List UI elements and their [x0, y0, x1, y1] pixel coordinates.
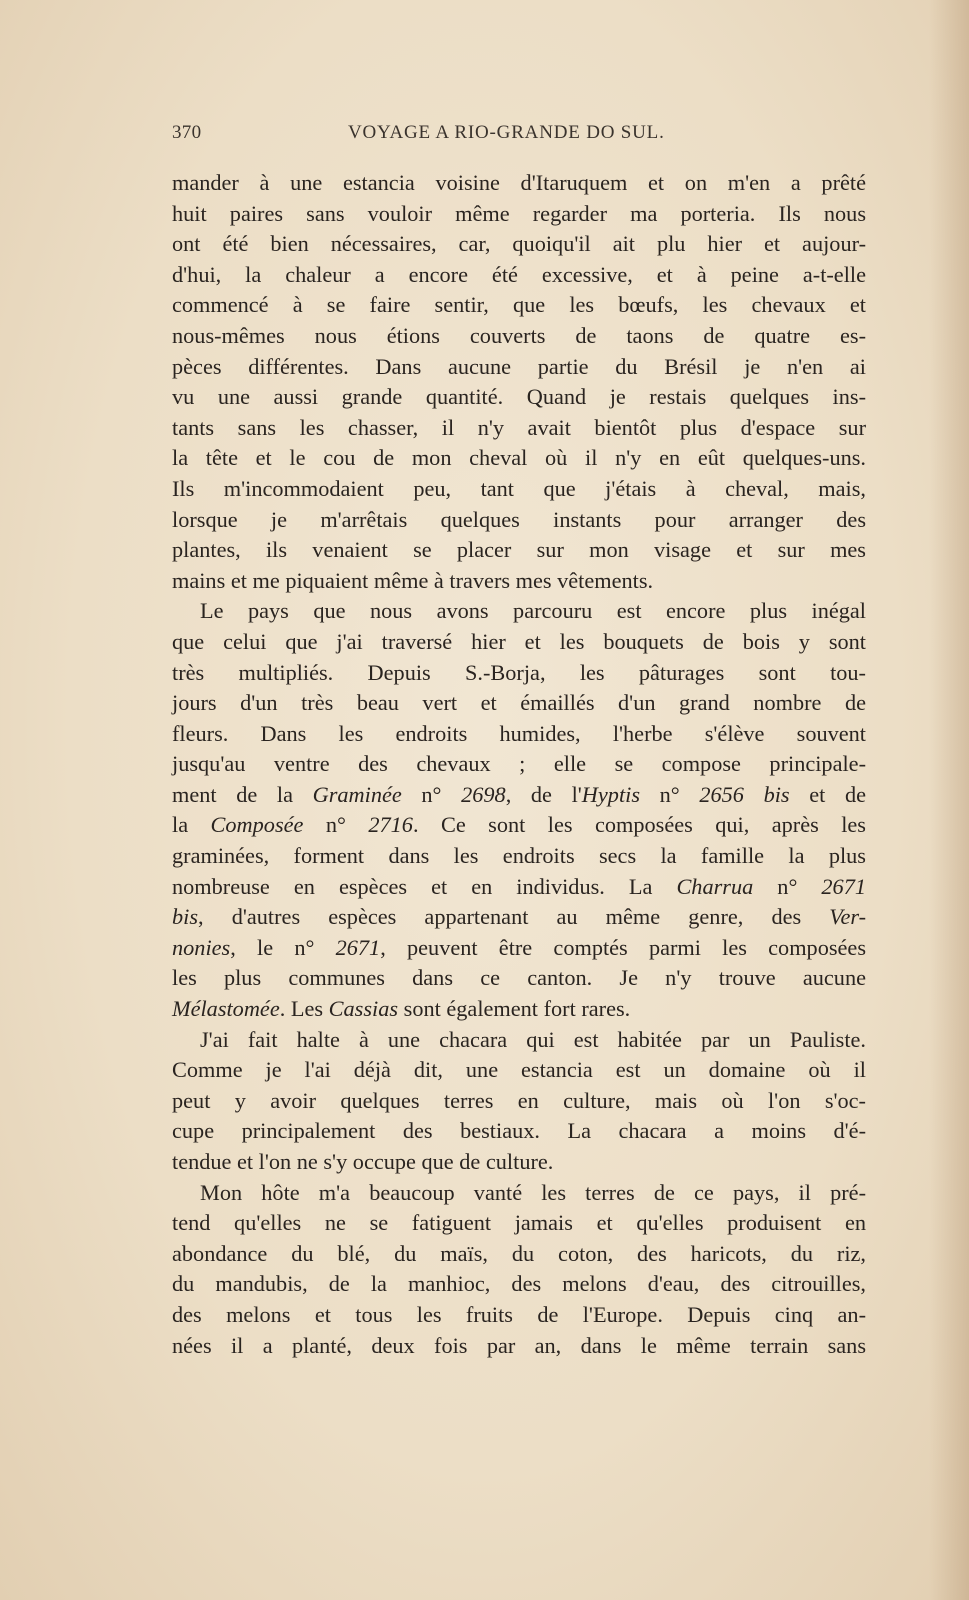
italic-term: nonies — [172, 934, 231, 960]
text-run: la — [172, 812, 211, 838]
text-line — [172, 1239, 866, 1270]
text-run: tend qu'elles ne se fatiguent jamais et qu'elles produisent en — [172, 1210, 866, 1236]
italic-term: Hyptis — [581, 781, 641, 807]
text-run: mains et me piquaient même à travers mes vêtements. — [172, 567, 654, 593]
text-line — [172, 688, 866, 719]
running-header — [172, 122, 866, 148]
text-run: nées il a planté, deux fois par an, dans le même terrain sans — [172, 1332, 866, 1358]
italic-term: Composée — [210, 812, 304, 838]
text-line — [172, 1208, 866, 1239]
text-run: , de l' — [505, 781, 582, 807]
text-line — [172, 994, 866, 1025]
text-line — [172, 1300, 866, 1331]
text-run: nombreuse en espèces et en individus. La — [172, 873, 677, 899]
text-run: et de — [789, 781, 866, 807]
text-run: vu une aussi grande quantité. Quand je restais quelques ins- — [172, 384, 866, 410]
text-run: jusqu'au ventre des chevaux ; elle se compose principale- — [172, 751, 866, 777]
italic-term: 2716 — [368, 812, 413, 838]
text-run: tendue et l'on ne s'y occupe que de culture. — [172, 1149, 554, 1174]
text-run: plantes, ils venaient se placer sur mon visage et sur mes — [172, 537, 866, 563]
italic-term: 2698 — [461, 781, 506, 807]
italic-term: 2671 — [335, 934, 381, 960]
text-line — [172, 321, 866, 352]
text-run: Ils m'incommodaient peu, tant que j'étais à cheval, mais, — [172, 475, 866, 501]
text-run: , peuvent être comptés parmi les composées — [380, 934, 866, 960]
page-edge-shadow — [929, 0, 969, 1600]
text-line — [172, 933, 866, 964]
text-line — [172, 413, 866, 444]
text-line — [172, 596, 866, 627]
text-line — [172, 1025, 866, 1056]
text-run: la tête et le cou de mon cheval où il n'y en eût quelques-uns. — [172, 445, 866, 471]
text-line — [172, 780, 866, 811]
text-run: Comme je l'ai déjà dit, une estancia est un domaine où il — [172, 1057, 866, 1083]
italic-term: bis — [172, 904, 199, 930]
paragraph — [172, 1025, 866, 1178]
text-line — [172, 627, 866, 658]
text-run: des melons et tous les fruits de l'Europe. Depuis cinq an- — [172, 1301, 866, 1327]
text-line — [172, 260, 866, 291]
text-line — [172, 229, 866, 260]
text-run: pèces différentes. Dans aucune partie du Brésil je n'en ai — [172, 353, 866, 379]
paragraph — [172, 596, 866, 1024]
text-line — [172, 810, 866, 841]
text-line — [172, 199, 866, 230]
italic-term: Mélastomée — [172, 996, 280, 1022]
italic-term: 2656 bis — [699, 781, 790, 807]
italic-term: Cassias — [328, 996, 399, 1022]
text-run: sont également fort rares. — [398, 996, 631, 1022]
text-run: mander à une estancia voisine d'Itaruquem et on m'en a prêté — [172, 170, 866, 195]
text-run: du mandubis, de la manhioc, des melons d'eau, des citrouilles, — [172, 1271, 866, 1297]
body-text — [172, 168, 866, 1361]
text-line — [172, 841, 866, 872]
text-run: d'hui, la chaleur a encore été excessive, et à peine a-t-elle — [172, 261, 866, 287]
text-line — [172, 658, 866, 689]
italic-term: Graminée — [312, 781, 402, 807]
text-run: Mon hôte m'a beaucoup vanté les terres de ce pays, il pré- — [200, 1179, 866, 1205]
text-line — [172, 535, 866, 566]
text-line — [172, 474, 866, 505]
paragraph — [172, 168, 866, 596]
text-run: les plus communes dans ce canton. Je n'y trouve aucune — [172, 965, 866, 991]
text-line — [172, 352, 866, 383]
text-run: abondance du blé, du maïs, du coton, des haricots, du riz, — [172, 1240, 866, 1266]
text-run: , d'autres espèces appartenant au même genre, des — [198, 904, 830, 930]
text-run: n° — [753, 873, 822, 899]
text-line — [172, 382, 866, 413]
text-run: jours d'un très beau vert et émaillés d'un grand nombre de — [172, 690, 866, 716]
text-run: ont été bien nécessaires, car, quoiqu'il ait plu hier et aujour- — [172, 231, 866, 257]
text-line — [172, 719, 866, 750]
text-line — [172, 1147, 866, 1178]
text-line — [172, 566, 866, 597]
text-run: , le n° — [230, 934, 336, 960]
text-run: . Les — [279, 996, 329, 1022]
italic-term: Ver- — [829, 904, 866, 930]
text-run: ment de la — [172, 781, 313, 807]
text-run: que celui que j'ai traversé hier et les bouquets de bois y sont — [172, 628, 866, 654]
text-run: nous-mêmes nous étions couverts de taons de quatre es- — [172, 322, 866, 348]
text-line — [172, 902, 866, 933]
text-run: n° — [303, 812, 369, 838]
text-line — [172, 1178, 866, 1209]
text-run: Le pays que nous avons parcouru est encore plus inégal — [200, 598, 866, 624]
text-line — [172, 963, 866, 994]
text-run: peut y avoir quelques terres en culture, mais où l'on s'oc- — [172, 1087, 866, 1113]
text-run: fleurs. Dans les endroits humides, l'herbe s'élève souvent — [172, 720, 866, 746]
text-line — [172, 1331, 866, 1362]
text-run: n° — [401, 781, 462, 807]
text-line — [172, 1116, 866, 1147]
text-run: . Ce sont les composées qui, après les — [412, 812, 866, 838]
text-run: commencé à se faire sentir, que les bœufs, les chevaux et — [172, 292, 866, 318]
text-line — [172, 443, 866, 474]
text-line — [172, 505, 866, 536]
text-run: n° — [640, 781, 700, 807]
page-number: 370 — [172, 122, 202, 143]
paragraph — [172, 1178, 866, 1362]
text-run: très multipliés. Depuis S.-Borja, les pâturages sont tou- — [172, 659, 866, 685]
text-line — [172, 1055, 866, 1086]
text-run: huit paires sans vouloir même regarder ma porteria. Ils nous — [172, 200, 866, 226]
text-run: J'ai fait halte à une chacara qui est habitée par un Pauliste. — [200, 1026, 866, 1052]
text-run: graminées, forment dans les endroits secs la famille la plus — [172, 843, 866, 869]
text-line — [172, 1269, 866, 1300]
italic-term: 2671 — [821, 873, 866, 899]
text-run: tants sans les chasser, il n'y avait bientôt plus d'espace sur — [172, 414, 866, 440]
text-line — [172, 749, 866, 780]
text-line — [172, 168, 866, 199]
text-line — [172, 290, 866, 321]
running-title: VOYAGE A RIO-GRANDE DO SUL. — [348, 122, 665, 143]
text-line — [172, 872, 866, 903]
text-run: lorsque je m'arrêtais quelques instants pour arranger des — [172, 506, 866, 532]
italic-term: Charrua — [676, 873, 754, 899]
text-run: cupe principalement des bestiaux. La chacara a moins d'é- — [172, 1118, 866, 1144]
text-line — [172, 1086, 866, 1117]
